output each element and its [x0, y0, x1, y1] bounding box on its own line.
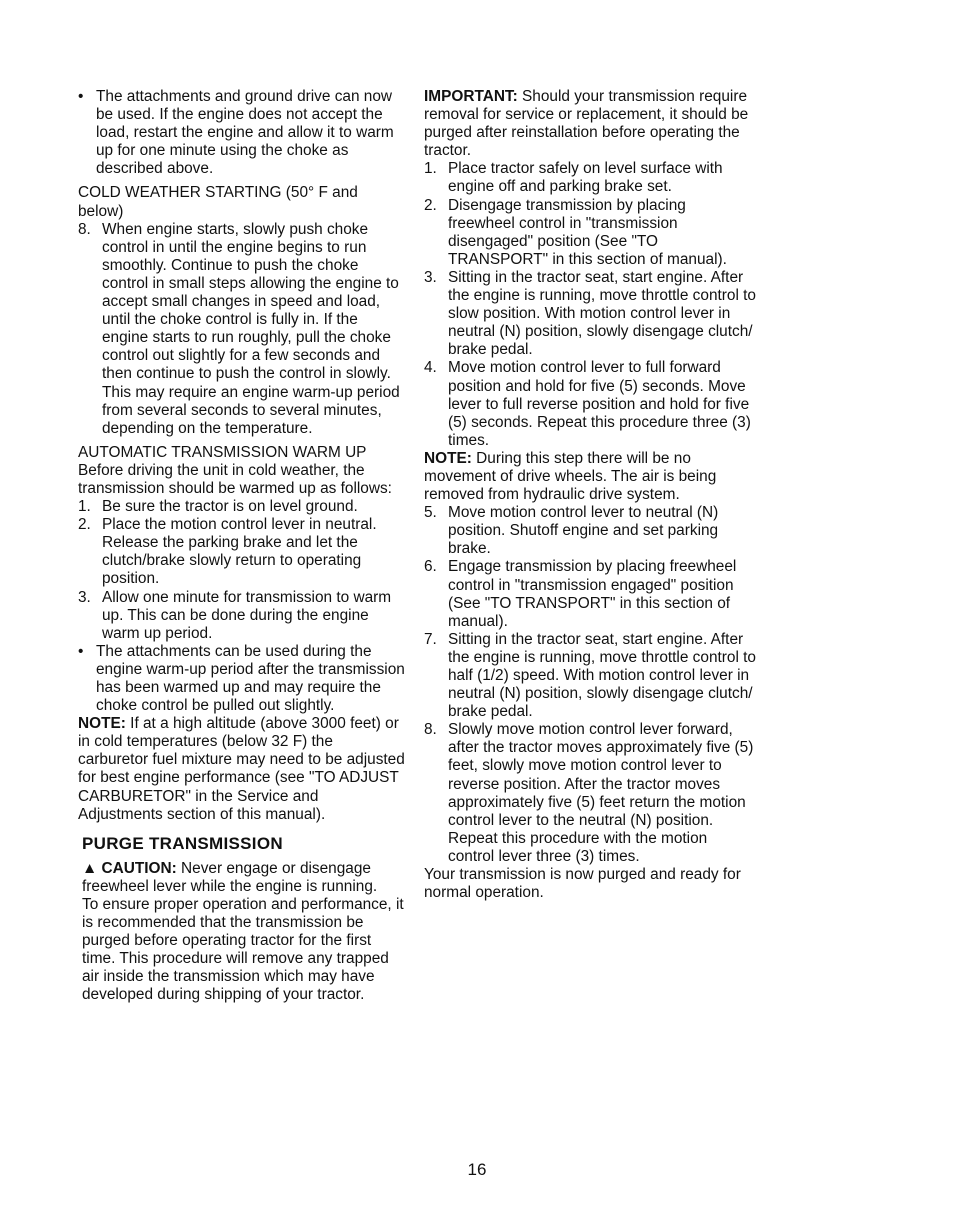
warmup-bullet: • The attachments can be used during the engine warm-up period after the transmission has been warmed up and may require the choke control be pulled out slightly.	[78, 643, 406, 715]
purge-step-7	[424, 631, 756, 721]
warmup-step-1	[78, 498, 406, 516]
caution-text: Never engage or disengage freewheel lever while the engine is running.	[82, 859, 378, 895]
step-text: Sitting in the tractor seat, start engine. After the engine is running, move throttle control to half (1/2) speed. With motion control lever in neutral (N) position, slowly disengage clutch/ brake pedal.	[448, 630, 756, 721]
caution-label: CAUTION:	[101, 859, 177, 877]
important-notice	[424, 88, 756, 160]
note-text: During this step there will be no movement of drive wheels. The air is being removed from hydraulic drive system.	[424, 449, 717, 504]
step-number: 8.	[78, 220, 91, 238]
note-label: NOTE:	[78, 715, 126, 733]
step-number: 1.	[78, 498, 91, 516]
left-column	[78, 88, 406, 1005]
step-text: Allow one minute for transmission to warm up. This can be done during the engine warm up period.	[102, 588, 392, 642]
warning-triangle-icon: ▲	[82, 859, 98, 877]
right-column	[424, 88, 756, 902]
caution-notice	[78, 860, 406, 896]
step-text: Disengage transmission by placing freewheel control in "transmission disengaged" position (See "TO TRANSPORT" in this section of manual).	[448, 196, 727, 268]
warmup-intro: Before driving the unit in cold weather, the transmission should be warmed up as follows:	[78, 461, 392, 497]
warmup-heading: AUTOMATIC TRANSMISSION WARM UP	[78, 443, 367, 461]
purge-step-5	[424, 504, 756, 558]
purge-step-2	[424, 197, 756, 269]
step-text: Slowly move motion control lever forward, after the tractor moves approximately five (5) feet, slowly move motion control lever to reverse position. After the tractor moves approximately five (5) feet return the motion control lever to the neutral (N) position. Repeat this procedure with the motion control lever three (3) times.	[448, 721, 754, 865]
step-number: 8.	[424, 721, 437, 739]
step-text: Place the motion control lever in neutral. Release the parking brake and let the clutch/brake slowly return to operating position.	[102, 516, 377, 588]
step-number: 4.	[424, 359, 437, 377]
note-label: NOTE:	[424, 449, 472, 467]
purge-step-3	[424, 269, 756, 359]
altitude-note	[78, 715, 406, 824]
step-text: Be sure the tractor is on level ground.	[102, 498, 358, 516]
step-text: Place tractor safely on level surface with engine off and parking brake set.	[448, 160, 723, 196]
step-text: Engage transmission by placing freewheel control in "transmission engaged" position (See "TO TRANSPORT" in this section of manual).	[448, 558, 737, 630]
drive-wheels-note	[424, 450, 756, 504]
step-text: Sitting in the tractor seat, start engine. After the engine is running, move throttle control to slow position. With motion control lever in neutral (N) position, slowly disengage clutch/ brake pedal.	[448, 268, 756, 359]
step-number: 7.	[424, 630, 437, 648]
purge-intro: To ensure proper operation and performance, it is recommended that the transmission be purged before operating tractor for the first time. This procedure will remove any trapped air inside the transmission which may have developed during shipping of your tractor.	[82, 895, 404, 1004]
important-label: IMPORTANT:	[424, 88, 518, 105]
note-text: If at a high altitude (above 3000 feet) or in cold temperatures (below 32 F) the carburetor fuel mixture may need to be adjusted for best engine performance (see "TO ADJUST CARBURETOR" in the Service and Adjustments section of this manual).	[78, 715, 405, 823]
bullet-attachments: • The attachments and ground drive can now be used. If the engine does not accept the load, restart the engine and allow it to warm up for one minute using the choke as described above.	[78, 88, 406, 178]
step-number: 3.	[78, 588, 91, 606]
step-number: 3.	[424, 268, 437, 286]
warmup-step-3	[78, 589, 406, 643]
step-text: When engine starts, slowly push choke control in until the engine begins to run smoothly. Continue to push the choke control in small steps allowing the engine to accept small changes in speed and load, until the choke control is fully in. If the engine starts to run roughly, pull the choke control out slightly for a few seconds and then continue to push the control in slowly. This may require an engine warm-up period from several seconds to several minutes, depending on the temperature.	[102, 220, 400, 437]
step-number: 2.	[78, 516, 91, 534]
page-number: 16	[467, 1160, 487, 1179]
warmup-step-2	[78, 516, 406, 588]
step-number: 2.	[424, 196, 437, 214]
purge-step-1	[424, 160, 756, 196]
important-text: Should your transmission require removal for service or replacement, it should be purged after reinstallation before operating the tractor.	[424, 88, 749, 160]
step-text: Move motion control lever to neutral (N) position. Shutoff engine and set parking brake.	[448, 504, 719, 558]
purge-step-8	[424, 721, 756, 866]
step-number: 6.	[424, 558, 437, 576]
purge-step-6	[424, 558, 756, 630]
step-number: 1.	[424, 160, 437, 178]
step-text: Move motion control lever to full forward position and hold for five (5) seconds. Move lever to full reverse position and hold for five (5) seconds. Repeat this procedure three (3) times.	[448, 359, 751, 449]
purge-heading: PURGE TRANSMISSION	[82, 833, 283, 853]
cold-step-8	[78, 221, 406, 438]
cold-weather-heading: COLD WEATHER STARTING (50° F and below)	[78, 184, 358, 220]
closing-text: Your transmission is now purged and ready for normal operation.	[424, 866, 741, 902]
purge-step-4	[424, 359, 756, 449]
step-number: 5.	[424, 504, 437, 522]
